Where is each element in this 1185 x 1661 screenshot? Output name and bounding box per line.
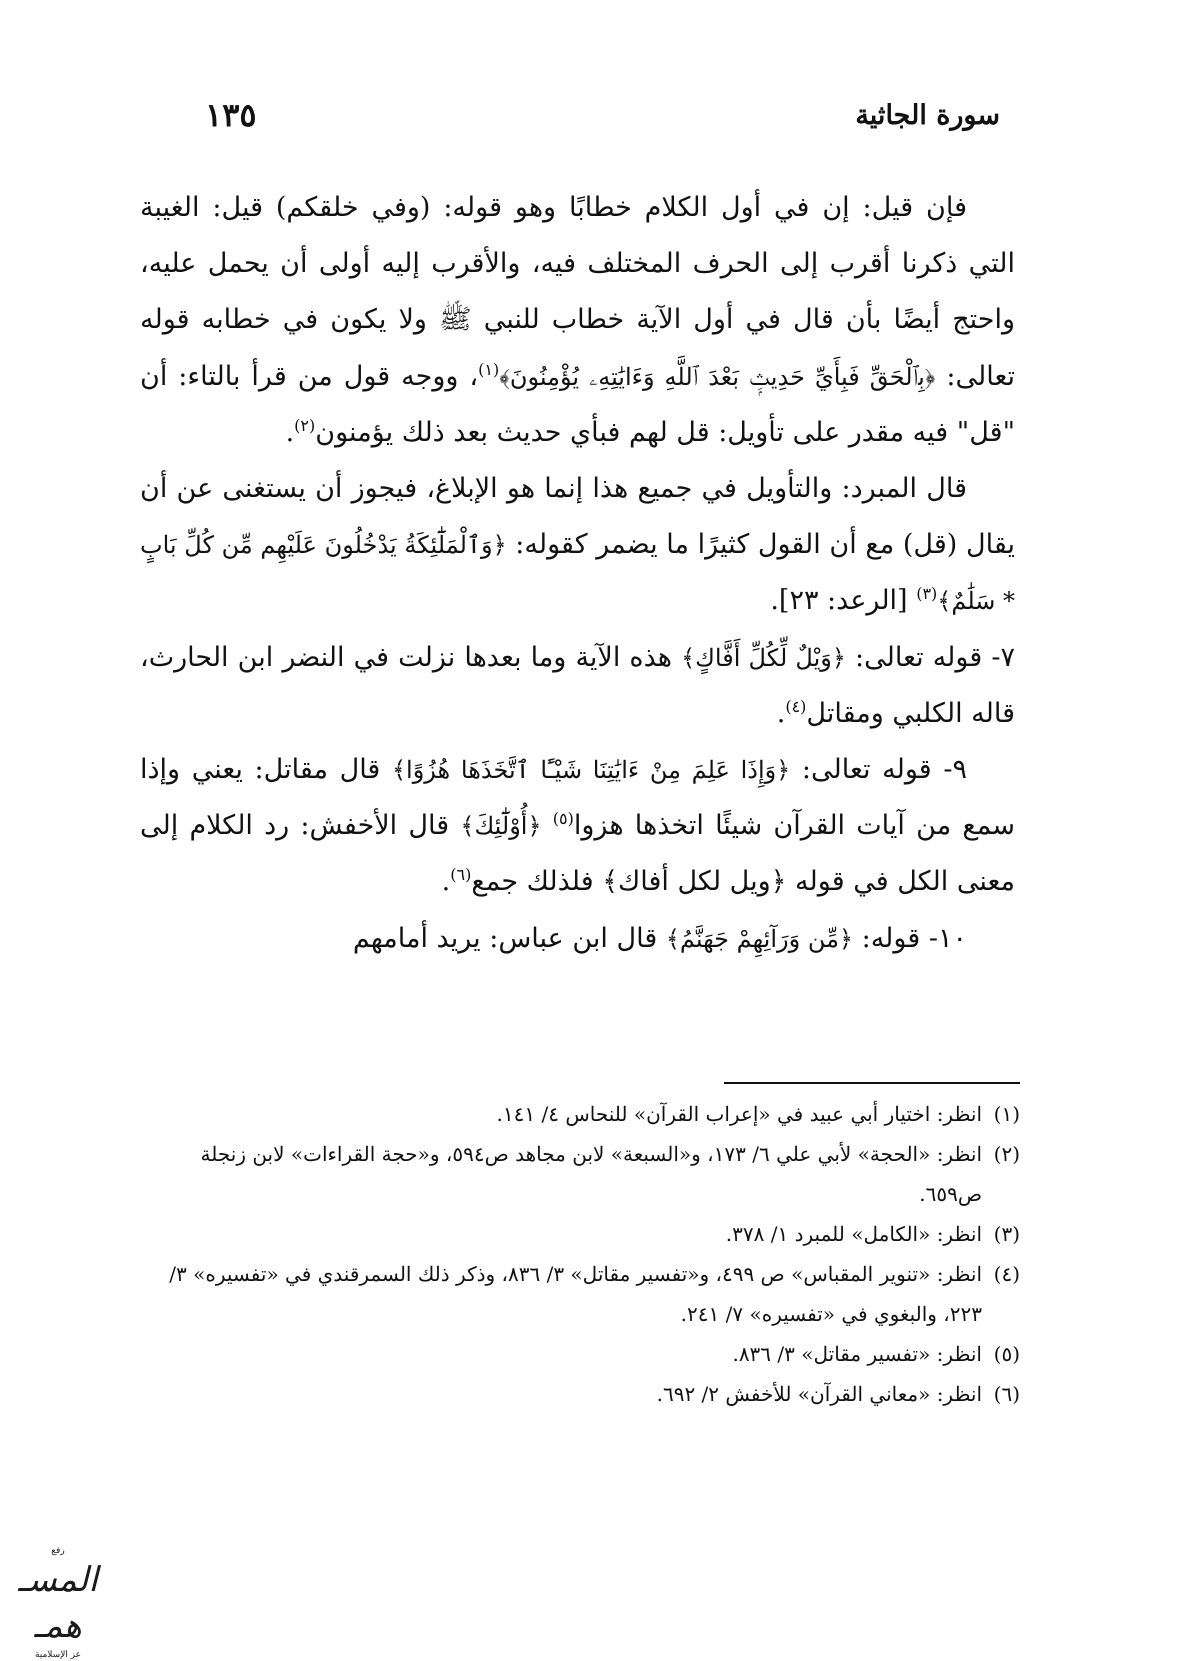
paragraph-text: . — [441, 866, 451, 898]
paragraph-text: ٩- قوله تعالى: — [790, 754, 967, 786]
paragraph-1 — [140, 180, 1015, 461]
quran-quote: ﴿وَإِذَا عَلِمَ مِنْ ءَايَٰتِنَا شَيْـًٔا ٱتَّخَذَهَا هُزُوًا﴾ — [391, 756, 791, 785]
footnote-2 — [148, 1134, 1020, 1214]
footnote-text: انظر: «تنوير المقباس» ص ٤٩٩، و«تفسير مقاتل» ٣/ ٨٣٦، وذكر ذلك السمرقندي في «تفسيره» ٣/ ٢٢٣، والبغوي في «تفسيره» ٧/ ٢٤١. — [169, 1262, 982, 1326]
footnote-divider — [724, 1082, 1020, 1084]
footnote-text: انظر: «تفسير مقاتل» ٣/ ٨٣٦. — [732, 1342, 982, 1366]
footnote-5 — [148, 1334, 1020, 1374]
footnote-number: (٦) — [993, 1382, 1020, 1406]
paragraph-text: قال الأخفش: رد الكلام إلى معنى الكل في قوله ﴿ويل لكل أفاك﴾ فلذلك جمع — [140, 810, 1015, 898]
quran-quote: ﴿أُوْلَٰٓئِكَ﴾ — [460, 812, 542, 841]
footnote-ref-6[interactable]: (٦) — [450, 865, 472, 885]
quran-quote: ﴿وَٱلْمَلَٰٓئِكَةُ يَدْخُلُونَ عَلَيْهِم مِّن كُلِّ بَابٍ * سَلَٰمٌ﴾ — [140, 531, 1015, 616]
paragraph-4 — [140, 742, 1015, 911]
footnote-text: انظر: اختيار أبي عبيد في «إعراب القرآن» للنحاس ٤/ ١٤١. — [496, 1102, 982, 1126]
footnote-4 — [148, 1254, 1020, 1334]
paragraph-2 — [140, 461, 1015, 630]
footnotes — [148, 1094, 1020, 1414]
footnote-3 — [148, 1214, 1020, 1254]
footnote-ref-2[interactable]: (٢) — [294, 415, 316, 435]
paragraph-3 — [140, 630, 1015, 742]
paragraph-text: هذه الآية وما بعدها نزلت في النضر ابن الحارث، قاله الكلبي ومقاتل — [140, 641, 1015, 729]
logo-calligraphy: المسـ همـ — [18, 1560, 98, 1646]
paragraph-text: ، ووجه قول من قرأ بالتاء: أن "قل" فيه مقدر على تأويل: قل لهم فبأي حديث بعد ذلك يؤمنون — [140, 360, 1015, 448]
publisher-logo — [8, 1545, 108, 1660]
paragraph-text: ٧- قوله تعالى: — [845, 641, 1015, 673]
footnote-ref-4[interactable]: (٤) — [785, 696, 807, 716]
footnote-text: انظر: «معاني القرآن» للأخفش ٢/ ٦٩٢. — [656, 1382, 982, 1406]
main-text — [140, 180, 1015, 967]
footnote-6 — [148, 1374, 1020, 1414]
footnote-number: (٤) — [993, 1262, 1020, 1286]
paragraph-text: ١٠- قوله: — [853, 922, 967, 954]
footnote-text: انظر: «الكامل» للمبرد ١/ ٣٧٨. — [725, 1222, 982, 1246]
footnote-ref-5[interactable]: (٥) — [552, 809, 574, 829]
footnote-number: (٢) — [993, 1142, 1020, 1166]
page-header — [205, 96, 1000, 150]
footnote-number: (٣) — [993, 1222, 1020, 1246]
footnote-text: انظر: «الحجة» لأبي علي ٦/ ١٧٣، و«السبعة» لابن مجاهد ص٥٩٤، و«حجة القراءات» لابن زنجلة ص٦٥٩. — [200, 1142, 982, 1206]
paragraph-5 — [140, 911, 1015, 967]
logo-top-text: رفع — [51, 1546, 65, 1556]
quran-quote: ﴿وَيْلٌ لِّكُلِّ أَفَّاكٍ﴾ — [681, 643, 846, 672]
paragraph-text: . — [285, 416, 295, 448]
paragraph-text: قال المبرد: والتأويل في جميع هذا إنما هو الإبلاغ، فيجوز أن يستغنى عن أن يقال (قل) مع أن القول كثيرًا ما يضمر كقوله: — [140, 473, 1015, 561]
paragraph-text: فإن قيل: إن في أول الكلام خطابًا وهو قوله: (وفي خلقكم) قيل: الغيبة التي ذكرنا أقرب إلى الحرف المختلف فيه، والأقرب إليه أولى أن يحمل عليه، واحتج أيضًا بأن قال في أول الآية خطاب للنبي ﷺ ولا يكون في خطابه قوله تعالى: — [140, 192, 1015, 392]
paragraph-text: [الرعد: ٢٣]. — [770, 585, 917, 617]
footnote-ref-3[interactable]: (٣) — [916, 584, 938, 604]
logo-small-text: عز الإسلامية — [34, 1650, 82, 1660]
footnote-1 — [148, 1094, 1020, 1134]
paragraph-text — [542, 810, 553, 841]
quran-quote: ﴿بِٱلْحَقِّ فَبِأَيِّ حَدِيثِۭ بَعْدَ ٱللَّهِ وَءَايَٰتِهِۦ يُؤْمِنُونَ﴾ — [499, 362, 936, 391]
paragraph-text: . — [776, 697, 786, 729]
footnote-number: (٥) — [993, 1342, 1020, 1366]
paragraph-text: قال مقاتل: يعني وإذا سمع من آيات القرآن شيئًا اتخذها هزوا — [140, 754, 1015, 842]
footnote-ref-1[interactable]: (١) — [478, 359, 500, 379]
footnote-number: (١) — [993, 1102, 1020, 1126]
page-number: ١٣٥ — [205, 96, 257, 134]
quran-quote: ﴿مِّن وَرَآئِهِمْ جَهَنَّمُ﴾ — [665, 924, 854, 953]
running-title: سورة الجاثية — [855, 100, 1000, 131]
paragraph-text: قال ابن عباس: يريد أمامهم — [352, 922, 666, 954]
